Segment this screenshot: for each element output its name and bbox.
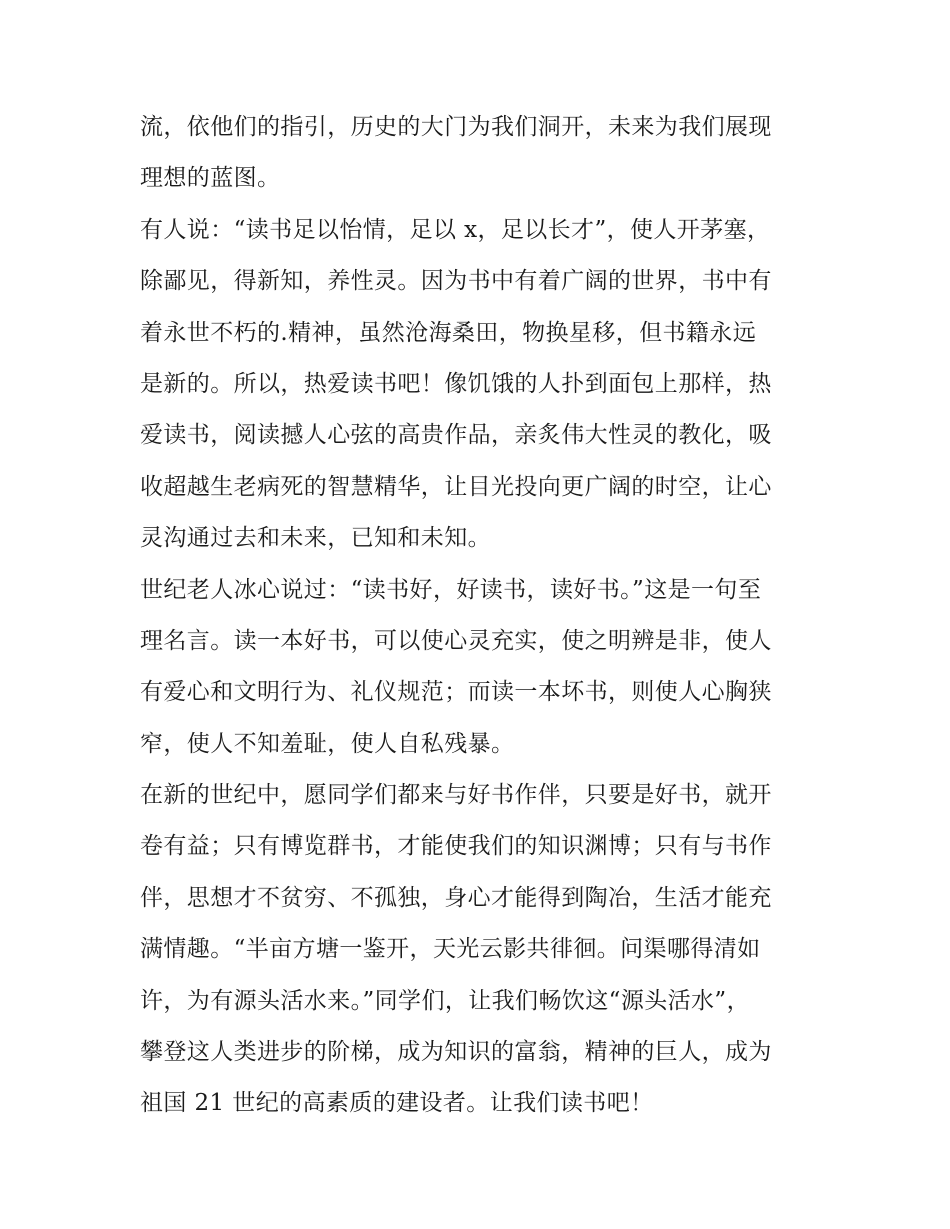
text-line: 卷有益；只有博览群书，才能使我们的知识渊博；只有与书作 <box>140 833 772 860</box>
text-line: 着永世不朽的.精神，虽然沧海桑田，物换星移，但书籍永远 <box>140 319 757 346</box>
text-line: 窄，使人不知羞耻，使人自私残暴。 <box>140 730 515 757</box>
text-line: 理想的蓝图。 <box>140 165 281 192</box>
text-line: 除鄙见，得新知，养性灵。因为书中有着广阔的世界，书中有 <box>140 268 772 295</box>
text-line: 祖国 21 世纪的高素质的建设者。让我们读书吧！ <box>140 1090 654 1117</box>
text-line: 满情趣。“半亩方塘一鉴开，天光云影共徘徊。问渠哪得清如 <box>140 936 761 963</box>
text-line: 伴，思想才不贫穷、不孤独，身心才能得到陶冶，生活才能充 <box>140 884 772 911</box>
text-line: 收超越生老病死的智慧精华，让目光投向更广阔的时空，让心 <box>140 473 772 500</box>
text-line: 攀登这人类进步的阶梯，成为知识的富翁，精神的巨人，成为 <box>140 1039 772 1066</box>
text-line: 灵沟通过去和未来，已知和未知。 <box>140 525 491 552</box>
essay-body <box>140 102 820 1130</box>
text-line: 理名言。读一本好书，可以使心灵充实，使之明辨是非，使人 <box>140 627 772 654</box>
text-line: 流，依他们的指引，历史的大门为我们洞开，未来为我们展现 <box>140 114 772 140</box>
text-line: 有人说：“读书足以怡情，足以 x，足以长才”，使人开茅塞， <box>140 216 771 243</box>
text-line: 是新的。所以，热爱读书吧！像饥饿的人扑到面包上那样，热 <box>140 370 772 397</box>
text-line: 有爱心和文明行为、礼仪规范；而读一本坏书，则使人心胸狭 <box>140 679 772 706</box>
text-line: 爱读书，阅读撼人心弦的高贵作品，亲炙伟大性灵的教化，吸 <box>140 422 772 449</box>
text-line: 许，为有源头活水来。”同学们，让我们畅饮这“源头活水”， <box>140 987 750 1014</box>
text-line: 在新的世纪中，愿同学们都来与好书作伴，只要是好书，就开 <box>140 782 772 809</box>
text-line: 世纪老人冰心说过：“读书好，好读书，读好书。”这是一句至 <box>140 576 762 603</box>
